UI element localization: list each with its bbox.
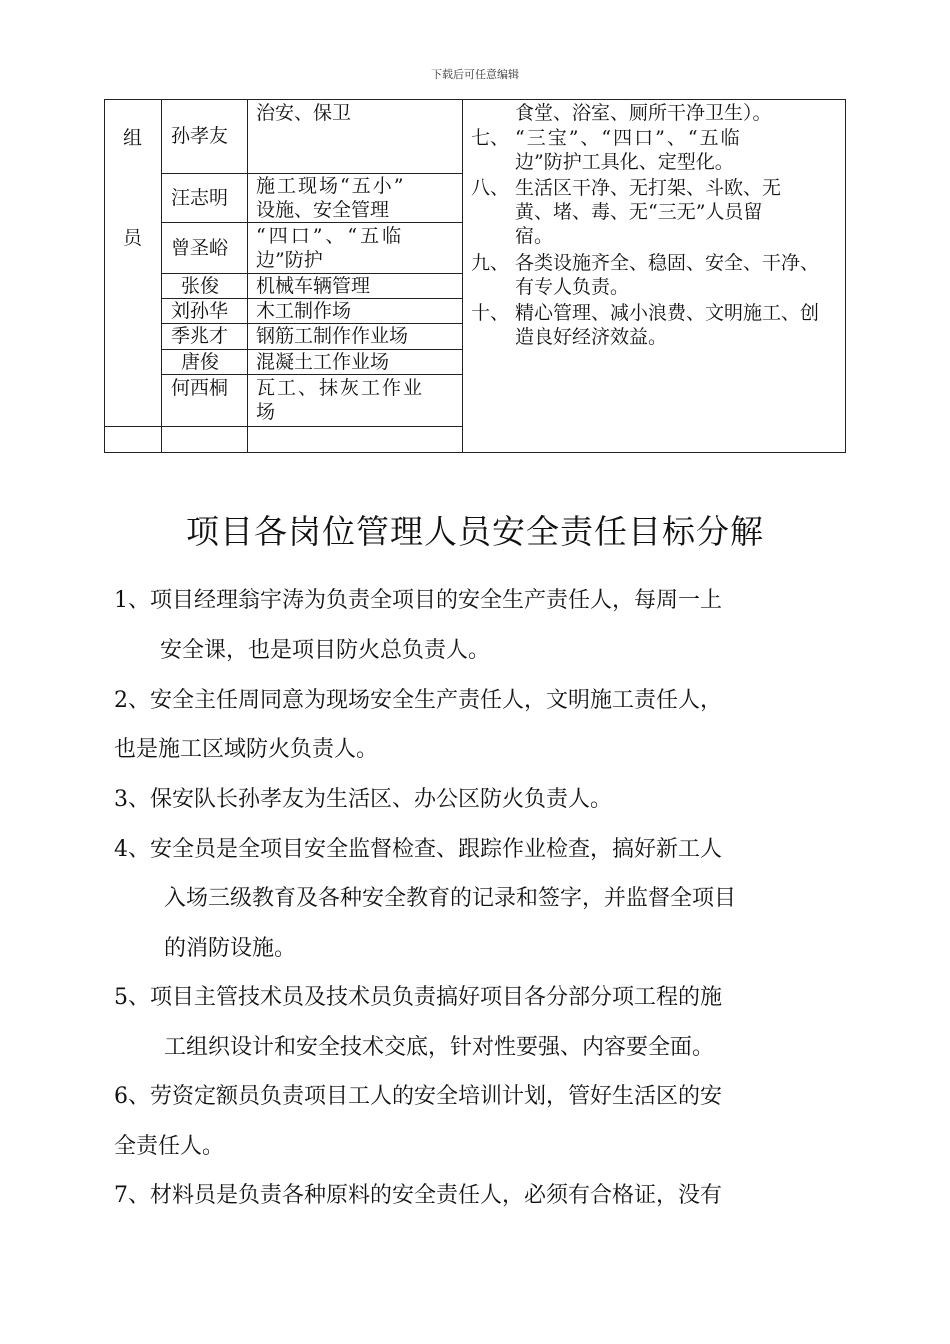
standard-text: 造良好经济效益。: [515, 326, 668, 348]
member-duty: 混凝土工作业场: [256, 351, 390, 373]
item-3-line: 3、保安队长孙孝友为生活区、办公区防火负责人。: [114, 787, 612, 812]
member-name: 季兆才: [171, 325, 229, 347]
table-divider: [105, 426, 462, 427]
member-duty: 瓦工、抹灰工作业: [256, 377, 425, 399]
group-label-char: 组: [123, 127, 143, 149]
standard-number: 七、: [471, 127, 510, 149]
member-name: 汪志明: [171, 187, 229, 209]
table-divider: [161, 100, 162, 452]
standard-text: 精心管理、减小浪费、文明施工、创: [515, 302, 820, 324]
item-7-line: 7、材料员是负责各种原料的安全责任人，必须有合格证，没有: [114, 1183, 722, 1208]
standard-number: 八、: [471, 177, 510, 199]
table-divider: [462, 100, 463, 452]
member-duty: 木工制作场: [256, 300, 352, 322]
standard-text: 宿。: [515, 225, 554, 247]
table-divider: [247, 100, 248, 452]
item-5-line: 工组织设计和安全技术交底，针对性要强、内容要全面。: [164, 1035, 715, 1060]
standard-text: 边”防护工具化、定型化。: [515, 151, 734, 173]
standard-text: 生活区干净、无打架、斗欧、无: [515, 177, 782, 199]
item-6-line: 6、劳资定额员负责项目工人的安全培训计划，管好生活区的安: [114, 1084, 722, 1109]
item-6-line: 全责任人。: [114, 1134, 225, 1159]
item-2-line: 2、安全主任周同意为现场安全生产责任人，文明施工责任人，: [114, 688, 722, 713]
member-name: 刘孙华: [171, 300, 229, 322]
item-1-line: 1、项目经理翁宇涛为负责全项目的安全生产责任人，每周一上: [114, 588, 722, 613]
member-name: 曾圣峪: [171, 237, 229, 259]
standard-text: “三宝”、“四口”、“五临: [515, 127, 742, 149]
standard-number: 十、: [471, 302, 510, 324]
standard-text: 各类设施齐全、稳固、安全、干净、: [515, 252, 820, 274]
member-name: 何西桐: [171, 377, 229, 399]
member-name: 唐俊: [181, 351, 220, 373]
member-duty: 机械车辆管理: [256, 275, 371, 297]
member-duty: “四口”、“五临: [256, 225, 405, 247]
item-1-line: 安全课，也是项目防火总负责人。: [160, 638, 491, 663]
item-2-line: 也是施工区域防火负责人。: [114, 737, 379, 762]
member-duty: 钢筋工制作作业场: [256, 325, 409, 347]
page-header-note: 下载后可任意编辑: [431, 68, 519, 81]
member-name: 张俊: [181, 275, 220, 297]
responsibility-table: [104, 99, 846, 453]
member-duty: 施工现场“五小”: [256, 175, 406, 197]
table-divider: [161, 374, 462, 375]
item-4-line: 4、安全员是全项目安全监督检查、跟踪作业检查，搞好新工人: [114, 837, 722, 862]
member-duty: 场: [256, 401, 276, 423]
standard-number: 九、: [471, 252, 510, 274]
group-label-char: 员: [123, 227, 143, 249]
standard-text: 黄、堵、毒、无“三无”人员留: [515, 201, 763, 223]
member-duty: 治安、保卫: [256, 102, 352, 124]
standard-text: 食堂、浴室、厕所干净卫生）。: [515, 102, 772, 124]
member-duty: 边”防护: [256, 249, 323, 271]
member-name: 孙孝友: [171, 125, 229, 147]
item-4-line: 的消防设施。: [164, 936, 297, 961]
section-title: 项目各岗位管理人员安全责任目标分解: [186, 512, 764, 551]
table-divider: [161, 222, 462, 223]
member-duty: 设施、安全管理: [256, 199, 390, 221]
item-4-line: 入场三级教育及各种安全教育的记录和签字，并监督全项目: [164, 886, 737, 911]
item-5-line: 5、项目主管技术员及技术员负责搞好项目各分部分项工程的施: [114, 985, 722, 1010]
standard-text: 有专人负责。: [515, 276, 630, 298]
